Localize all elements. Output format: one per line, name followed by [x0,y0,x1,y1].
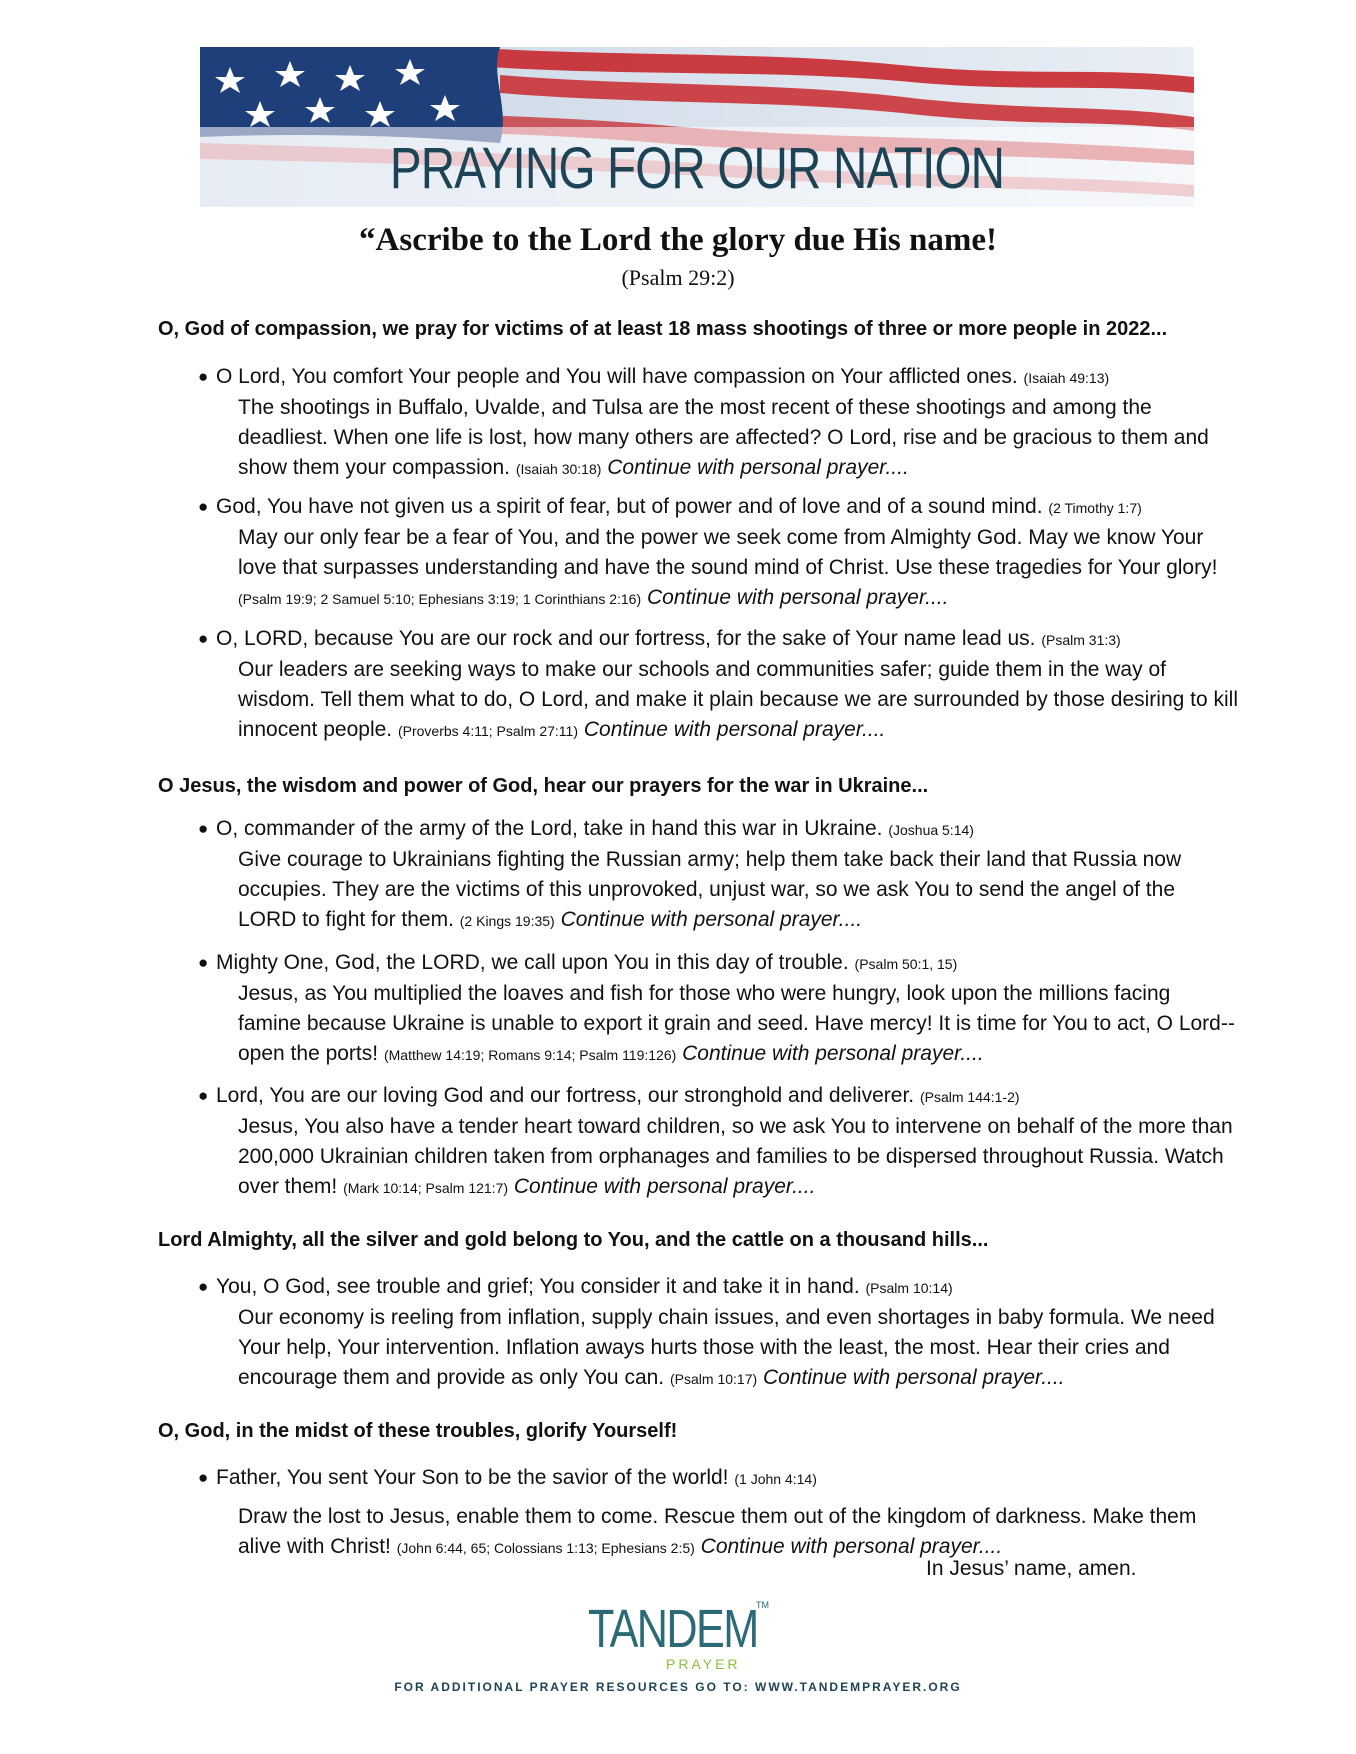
prayer-item [198,492,1238,614]
scripture-ref: (Psalm 31:3) [1041,632,1121,648]
prayer-item [198,362,1238,484]
scripture-ref: (Joshua 5:14) [888,822,974,838]
prayer-body: The shootings in Buffalo, Uvalde, and Tulsa are the most recent of these shootings and among the deadliest. When one life is lost, how many others are affected? O Lord, rise and be gracious to them and show them your compassion. [238,396,1209,479]
scripture-ref: (John 6:44, 65; Colossians 1:13; Ephesians 2:5) [396,1540,695,1556]
continue-prompt: Continue with personal prayer.... [607,456,909,479]
prayer-lead: You, O God, see trouble and grief; You consider it and take it in hand. [216,1275,860,1298]
prayer-lead: Mighty One, God, the LORD, we call upon You in this day of trouble. [216,951,849,974]
prayer-body: Jesus, as You multiplied the loaves and fish for those who were hungry, look upon the millions facing famine because Ukraine is unable to export it grain and seed. Have mercy! It is time for You to act, O Lord--open the ports! [238,982,1235,1065]
section-heading: Lord Almighty, all the silver and gold belong to You, and the cattle on a thousand hills... [158,1229,989,1251]
scripture-ref: (Mark 10:14; Psalm 121:7) [343,1180,509,1196]
continue-prompt: Continue with personal prayer.... [583,718,886,741]
scripture-ref: (1 John 4:14) [734,1471,817,1487]
scripture-ref: (2 Timothy 1:7) [1048,500,1142,516]
prayer-body: Give courage to Ukrainians fighting the Russian army; help them take back their land that Russia now occupies. They are the victims of this unprovoked, unjust war, so we ask You to send the angel of the LORD to fight for them. [238,848,1182,931]
bullet-icon: ● [198,367,209,386]
prayer-item [198,1463,1238,1563]
prayer-item [198,948,1238,1070]
prayer-item [198,1272,1238,1394]
scripture-ref: (Psalm 19:9; 2 Samuel 5:10; Ephesians 3:19; 1 Corinthians 2:16) [238,591,642,607]
bullet-icon: ● [198,953,209,972]
prayer-lead: God, You have not given us a spirit of fear, but of power and of love and of a sound mind. [216,495,1043,518]
prayer-lead: O, LORD, because You are our rock and our fortress, for the sake of Your name lead us. [216,627,1036,650]
continue-prompt: Continue with personal prayer.... [682,1042,984,1065]
scripture-ref: (Isaiah 49:13) [1023,370,1110,386]
prayer-body: Our leaders are seeking ways to make our schools and communities safer; guide them in the way of wisdom. Tell them what to do, O Lord, and make it plain because we are surrounded by those desiring to kill innocent people. [238,658,1238,741]
logo-trademark: TM [756,1600,769,1610]
section-heading: O Jesus, the wisdom and power of God, hear our prayers for the war in Ukraine... [158,775,929,797]
section-heading: O, God of compassion, we pray for victims of at least 18 mass shootings of three or more people in 2022... [158,318,1168,340]
heading-verse: “Ascribe to the Lord the glory due His name! [359,222,997,258]
prayer-item [198,814,1238,936]
bullet-icon: ● [198,1468,209,1487]
flag-banner [200,47,1194,207]
scripture-ref: (2 Kings 19:35) [459,913,555,929]
bullet-icon: ● [198,497,209,516]
scripture-ref: (Isaiah 30:18) [515,461,602,477]
heading-reference: (Psalm 29:2) [621,265,735,290]
continue-prompt: Continue with personal prayer.... [700,1535,1003,1558]
footer-resources-text: FOR ADDITIONAL PRAYER RESOURCES GO TO: WWW.TANDEMPRAYER.ORG [394,1680,962,1694]
bullet-icon: ● [198,1277,209,1296]
scripture-ref: (Matthew 14:19; Romans 9:14; Psalm 119:126) [383,1047,677,1063]
prayer-body: Jesus, You also have a tender heart toward children, so we ask You to intervene on behalf of the more than 200,000 Ukrainian children taken from orphanages and families to be dispersed throughout Russia. Watch over them! [238,1115,1233,1198]
prayer-lead: Father, You sent Your Son to be the savior of the world! [216,1466,729,1489]
prayer-lead: O Lord, You comfort Your people and You will have compassion on Your afflicted ones. [216,365,1018,388]
tandem-prayer-logo [588,1594,768,1684]
banner-title: PRAYING FOR OUR NATION [389,136,1005,201]
scripture-ref: (Psalm 50:1, 15) [854,956,958,972]
bullet-icon: ● [198,629,209,648]
closing-amen: In Jesus’ name, amen. [926,1557,1137,1580]
scripture-ref: (Psalm 10:17) [670,1371,758,1387]
prayer-lead: Lord, You are our loving God and our fortress, our stronghold and deliverer. [216,1084,915,1107]
scripture-ref: (Psalm 144:1-2) [919,1089,1020,1105]
prayer-body: Draw the lost to Jesus, enable them to come. Rescue them out of the kingdom of darkness. Make them alive with Christ! [238,1505,1197,1558]
prayer-body: May our only fear be a fear of You, and the power we seek come from Almighty God. May we know Your love that surpasses understanding and have the sound mind of Christ. Use these tragedies for Your glory! [238,526,1218,579]
bullet-icon: ● [198,819,209,838]
scripture-ref: (Psalm 10:14) [865,1280,953,1296]
continue-prompt: Continue with personal prayer.... [560,908,863,931]
continue-prompt: Continue with personal prayer.... [763,1366,1065,1389]
section-heading: O, God, in the midst of these troubles, glorify Yourself! [158,1420,678,1442]
continue-prompt: Continue with personal prayer.... [513,1175,816,1198]
scripture-ref: (Proverbs 4:11; Psalm 27:11) [397,723,578,739]
prayer-item [198,1081,1238,1203]
logo-wordmark: TANDEM [588,1599,758,1659]
prayer-item [198,624,1238,746]
bullet-icon: ● [198,1086,209,1105]
prayer-body: Our economy is reeling from inflation, supply chain issues, and even shortages in baby formula. We need Your help, Your intervention. Inflation aways hurts those with the least, the most. Hear their cries and encourage them and provide as only You can. [238,1306,1215,1389]
continue-prompt: Continue with personal prayer.... [646,586,949,609]
logo-subtitle: PRAYER [666,1656,741,1672]
prayer-lead: O, commander of the army of the Lord, take in hand this war in Ukraine. [216,817,883,840]
